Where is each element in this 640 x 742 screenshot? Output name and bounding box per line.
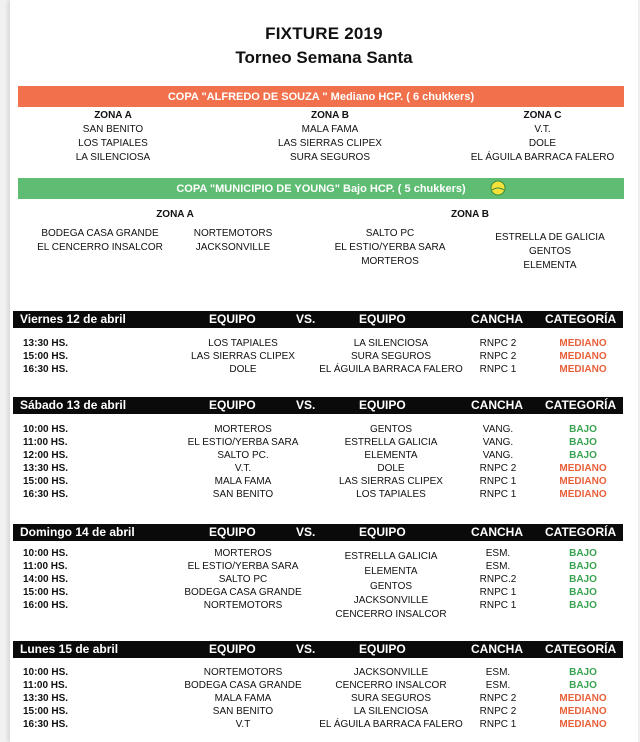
- team-name: EL ÁGUILA BARRACA FALERO: [470, 152, 615, 163]
- col-equipo: EQUIPO: [359, 525, 406, 539]
- copa-a-label: COPA "ALFREDO DE SOUZA " Mediano HCP. ( 6 chukkers): [167, 90, 475, 103]
- zona-title: ZONA A: [94, 110, 132, 121]
- match-category: MEDIANO: [559, 463, 607, 474]
- day-label: Lunes 15 de abril: [20, 642, 119, 656]
- team-name: LA SILENCIOSA: [75, 152, 151, 163]
- table-row: [13, 600, 623, 620]
- match-field: RNPC 2: [479, 351, 517, 362]
- match-team1: SAN BENITO: [212, 489, 274, 500]
- match-time: 12:00 HS.: [23, 450, 69, 461]
- match-field: RNPC 1: [479, 600, 517, 611]
- match-category: MEDIANO: [559, 338, 607, 349]
- match-team2: LA SILENCIOSA: [353, 338, 429, 349]
- match-time: 11:00 HS.: [23, 680, 68, 691]
- match-team1: SAN BENITO: [212, 706, 274, 717]
- table-row: [13, 338, 623, 352]
- match-category: BAJO: [569, 548, 597, 559]
- team-name: NORTEMOTORS: [193, 228, 273, 239]
- match-category: MEDIANO: [559, 489, 607, 500]
- match-team2: EL ÁGUILA BARRACA FALERO: [319, 364, 463, 375]
- team-name: V.T.: [534, 124, 551, 135]
- match-team1: NORTEMOTORS: [203, 600, 283, 611]
- match-team1: BODEGA CASA GRANDE: [184, 587, 302, 598]
- match-category: MEDIANO: [559, 719, 607, 730]
- team-name: EL CENCERRO INSALCOR: [37, 242, 163, 253]
- team-name: MALA FAMA: [301, 124, 359, 135]
- match-team2: SURA SEGUROS: [350, 351, 432, 362]
- table-row: [13, 561, 623, 575]
- match-field: RNPC 1: [479, 364, 517, 375]
- match-team2: LAS SIERRAS CLIPEX: [339, 476, 443, 487]
- match-field: RNPC 2: [479, 463, 517, 474]
- copa-a-zona-a: [48, 109, 178, 165]
- match-category: BAJO: [569, 680, 597, 691]
- match-team2: JACKSONVILLE: [353, 595, 429, 606]
- match-category: MEDIANO: [559, 706, 607, 717]
- copa-b-zona-b-title-wrap: [395, 208, 545, 222]
- match-category: BAJO: [569, 587, 597, 598]
- match-team1: MORTEROS: [214, 548, 272, 559]
- team-name: SALTO PC: [365, 228, 415, 239]
- team-name: GENTOS: [528, 246, 572, 257]
- table-row: [13, 463, 623, 477]
- match-time: 10:00 HS.: [23, 424, 69, 435]
- match-team1: LOS TAPIALES: [208, 338, 278, 349]
- team-name: BODEGA CASA GRANDE: [41, 228, 159, 239]
- table-row: [13, 693, 623, 707]
- team-name: ELEMENTA: [523, 260, 577, 271]
- match-category: BAJO: [569, 424, 597, 435]
- team-name: LAS SIERRAS CLIPEX: [278, 138, 382, 149]
- match-field: VANG.: [482, 424, 514, 435]
- col-equipo: EQUIPO: [209, 525, 256, 539]
- table-row: [13, 680, 623, 694]
- copa-b-label: COPA "MUNICIPIO DE YOUNG" Bajo HCP. ( 5 chukkers): [176, 182, 466, 195]
- match-team1: EL ESTIO/YERBA SARA: [187, 561, 299, 572]
- team-name: DOLE: [528, 138, 557, 149]
- col-categoria: CATEGORÍA: [545, 525, 617, 539]
- day-header-monday: [13, 641, 623, 658]
- col-categoria: CATEGORÍA: [545, 642, 617, 656]
- match-team1: MORTEROS: [214, 424, 272, 435]
- table-row: [13, 548, 623, 562]
- col-equipo: EQUIPO: [209, 398, 256, 412]
- col-equipo: EQUIPO: [359, 312, 406, 326]
- match-team1: V.T: [235, 719, 251, 730]
- match-field: VANG.: [482, 450, 514, 461]
- copa-b-zona-a-col2: [178, 227, 288, 255]
- copa-b-banner: [18, 178, 624, 199]
- match-field: RNPC 1: [479, 587, 517, 598]
- match-category: MEDIANO: [559, 364, 607, 375]
- match-time: 11:00 HS.: [23, 561, 68, 572]
- table-row: [13, 719, 623, 733]
- match-time: 16:30 HS.: [23, 719, 69, 730]
- match-team1: LAS SIERRAS CLIPEX: [191, 351, 295, 362]
- match-team1: NORTEMOTORS: [203, 667, 283, 678]
- table-row: [13, 476, 623, 490]
- day-label: Viernes 12 de abril: [20, 312, 126, 326]
- match-time: 16:00 HS.: [23, 600, 69, 611]
- match-field: RNPC.2: [479, 574, 517, 585]
- col-equipo: EQUIPO: [359, 398, 406, 412]
- copa-b-zona-a-title-wrap: [100, 208, 250, 222]
- match-time: 15:00 HS.: [23, 587, 69, 598]
- match-category: BAJO: [569, 600, 597, 611]
- team-name: SURA SEGUROS: [289, 152, 371, 163]
- fixture-page: [10, 0, 638, 742]
- copa-a-banner: [18, 86, 624, 107]
- match-team2: CENCERRO INSALCOR: [335, 609, 447, 620]
- match-time: 14:00 HS.: [23, 574, 69, 585]
- table-row: [13, 667, 623, 681]
- page-title: FIXTURE 2019: [265, 24, 383, 43]
- match-team1: V.T.: [234, 463, 252, 474]
- match-time: 15:00 HS.: [23, 351, 69, 362]
- match-time: 16:30 HS.: [23, 489, 69, 500]
- match-time: 10:00 HS.: [23, 667, 69, 678]
- zona-title: ZONA A: [156, 209, 194, 220]
- team-name: SAN BENITO: [82, 124, 144, 135]
- match-team2: ELEMENTA: [364, 566, 418, 577]
- match-category: BAJO: [569, 450, 597, 461]
- table-row: [13, 364, 623, 378]
- day-header-sunday: [13, 524, 623, 541]
- team-name: MORTEROS: [361, 256, 419, 267]
- col-equipo: EQUIPO: [209, 312, 256, 326]
- table-row: [13, 450, 623, 464]
- table-row: [13, 424, 623, 438]
- copa-a-zona-c: [455, 109, 630, 165]
- team-name: ESTRELLA DE GALICIA: [495, 232, 605, 243]
- match-field: ESM.: [485, 680, 511, 691]
- match-field: RNPC 1: [479, 476, 517, 487]
- match-time: 13:30 HS.: [23, 693, 69, 704]
- match-team1: MALA FAMA: [214, 693, 272, 704]
- match-team1: EL ESTIO/YERBA SARA: [187, 437, 299, 448]
- day-label: Domingo 14 de abril: [20, 525, 135, 539]
- match-time: 13:30 HS.: [23, 338, 69, 349]
- copa-b-zona-b-col1: [320, 227, 460, 269]
- match-team2: EL ÁGUILA BARRACA FALERO: [319, 719, 463, 730]
- col-vs: VS.: [296, 398, 316, 412]
- match-field: ESM.: [485, 548, 511, 559]
- zona-title: ZONA B: [311, 110, 349, 121]
- col-categoria: CATEGORÍA: [545, 312, 617, 326]
- col-equipo: EQUIPO: [209, 642, 256, 656]
- match-team2: DOLE: [377, 463, 405, 474]
- match-category: BAJO: [569, 437, 597, 448]
- table-row: [13, 706, 623, 720]
- match-field: RNPC 2: [479, 338, 517, 349]
- match-team1: SALTO PC.: [217, 450, 269, 461]
- match-time: 15:00 HS.: [23, 706, 69, 717]
- match-time: 15:00 HS.: [23, 476, 69, 487]
- day-label: Sábado 13 de abril: [20, 398, 127, 412]
- match-team2: CENCERRO INSALCOR: [335, 680, 447, 691]
- page-subtitle: Torneo Semana Santa: [235, 48, 413, 67]
- match-time: 10:00 HS.: [23, 548, 69, 559]
- match-field: RNPC 1: [479, 489, 517, 500]
- col-cancha: CANCHA: [471, 312, 523, 326]
- match-team1: BODEGA CASA GRANDE: [184, 680, 302, 691]
- col-cancha: CANCHA: [471, 525, 523, 539]
- col-equipo: EQUIPO: [359, 642, 406, 656]
- match-category: BAJO: [569, 574, 597, 585]
- col-vs: VS.: [296, 642, 316, 656]
- match-team2: ESTRELLA GALICIA: [344, 551, 438, 562]
- col-vs: VS.: [296, 312, 316, 326]
- match-category: MEDIANO: [559, 476, 607, 487]
- match-category: MEDIANO: [559, 693, 607, 704]
- match-team2: ESTRELLA GALICIA: [344, 437, 438, 448]
- match-team1: DOLE: [229, 364, 257, 375]
- match-time: 11:00 HS.: [23, 437, 68, 448]
- match-field: RNPC 2: [479, 693, 517, 704]
- match-team2: JACKSONVILLE: [353, 667, 429, 678]
- col-vs: VS.: [296, 525, 316, 539]
- team-name: JACKSONVILLE: [195, 242, 271, 253]
- copa-a-zona-b: [255, 109, 405, 165]
- match-category: BAJO: [569, 667, 597, 678]
- match-field: RNPC 2: [479, 706, 517, 717]
- match-field: RNPC 1: [479, 719, 517, 730]
- table-row: [13, 437, 623, 451]
- zona-title: ZONA C: [523, 110, 562, 121]
- copa-b-zona-a-col1: [20, 227, 180, 255]
- match-category: BAJO: [569, 561, 597, 572]
- day-header-friday: [13, 311, 623, 328]
- team-name: EL ESTIO/YERBA SARA: [334, 242, 446, 253]
- team-name: LOS TAPIALES: [78, 138, 148, 149]
- match-team2: ELEMENTA: [364, 450, 418, 461]
- table-row: [13, 489, 623, 503]
- copa-b-zona-b-col2: [480, 231, 620, 273]
- col-cancha: CANCHA: [471, 642, 523, 656]
- match-team2: GENTOS: [369, 581, 413, 592]
- table-row: [13, 351, 623, 365]
- match-category: MEDIANO: [559, 351, 607, 362]
- match-team1: MALA FAMA: [214, 476, 272, 487]
- polo-ball-icon: [490, 180, 506, 196]
- match-field: VANG.: [482, 437, 514, 448]
- match-team2: LA SILENCIOSA: [353, 706, 429, 717]
- match-field: ESM.: [485, 561, 511, 572]
- match-team1: SALTO PC: [218, 574, 268, 585]
- match-team2: GENTOS: [369, 424, 413, 435]
- match-time: 16:30 HS.: [23, 364, 69, 375]
- zona-title: ZONA B: [451, 209, 489, 220]
- match-team2: LOS TAPIALES: [356, 489, 426, 500]
- table-row: [13, 574, 623, 592]
- match-team2: SURA SEGUROS: [350, 693, 432, 704]
- match-field: ESM.: [485, 667, 511, 678]
- match-time: 13:30 HS.: [23, 463, 69, 474]
- col-categoria: CATEGORÍA: [545, 398, 617, 412]
- day-header-saturday: [13, 397, 623, 414]
- col-cancha: CANCHA: [471, 398, 523, 412]
